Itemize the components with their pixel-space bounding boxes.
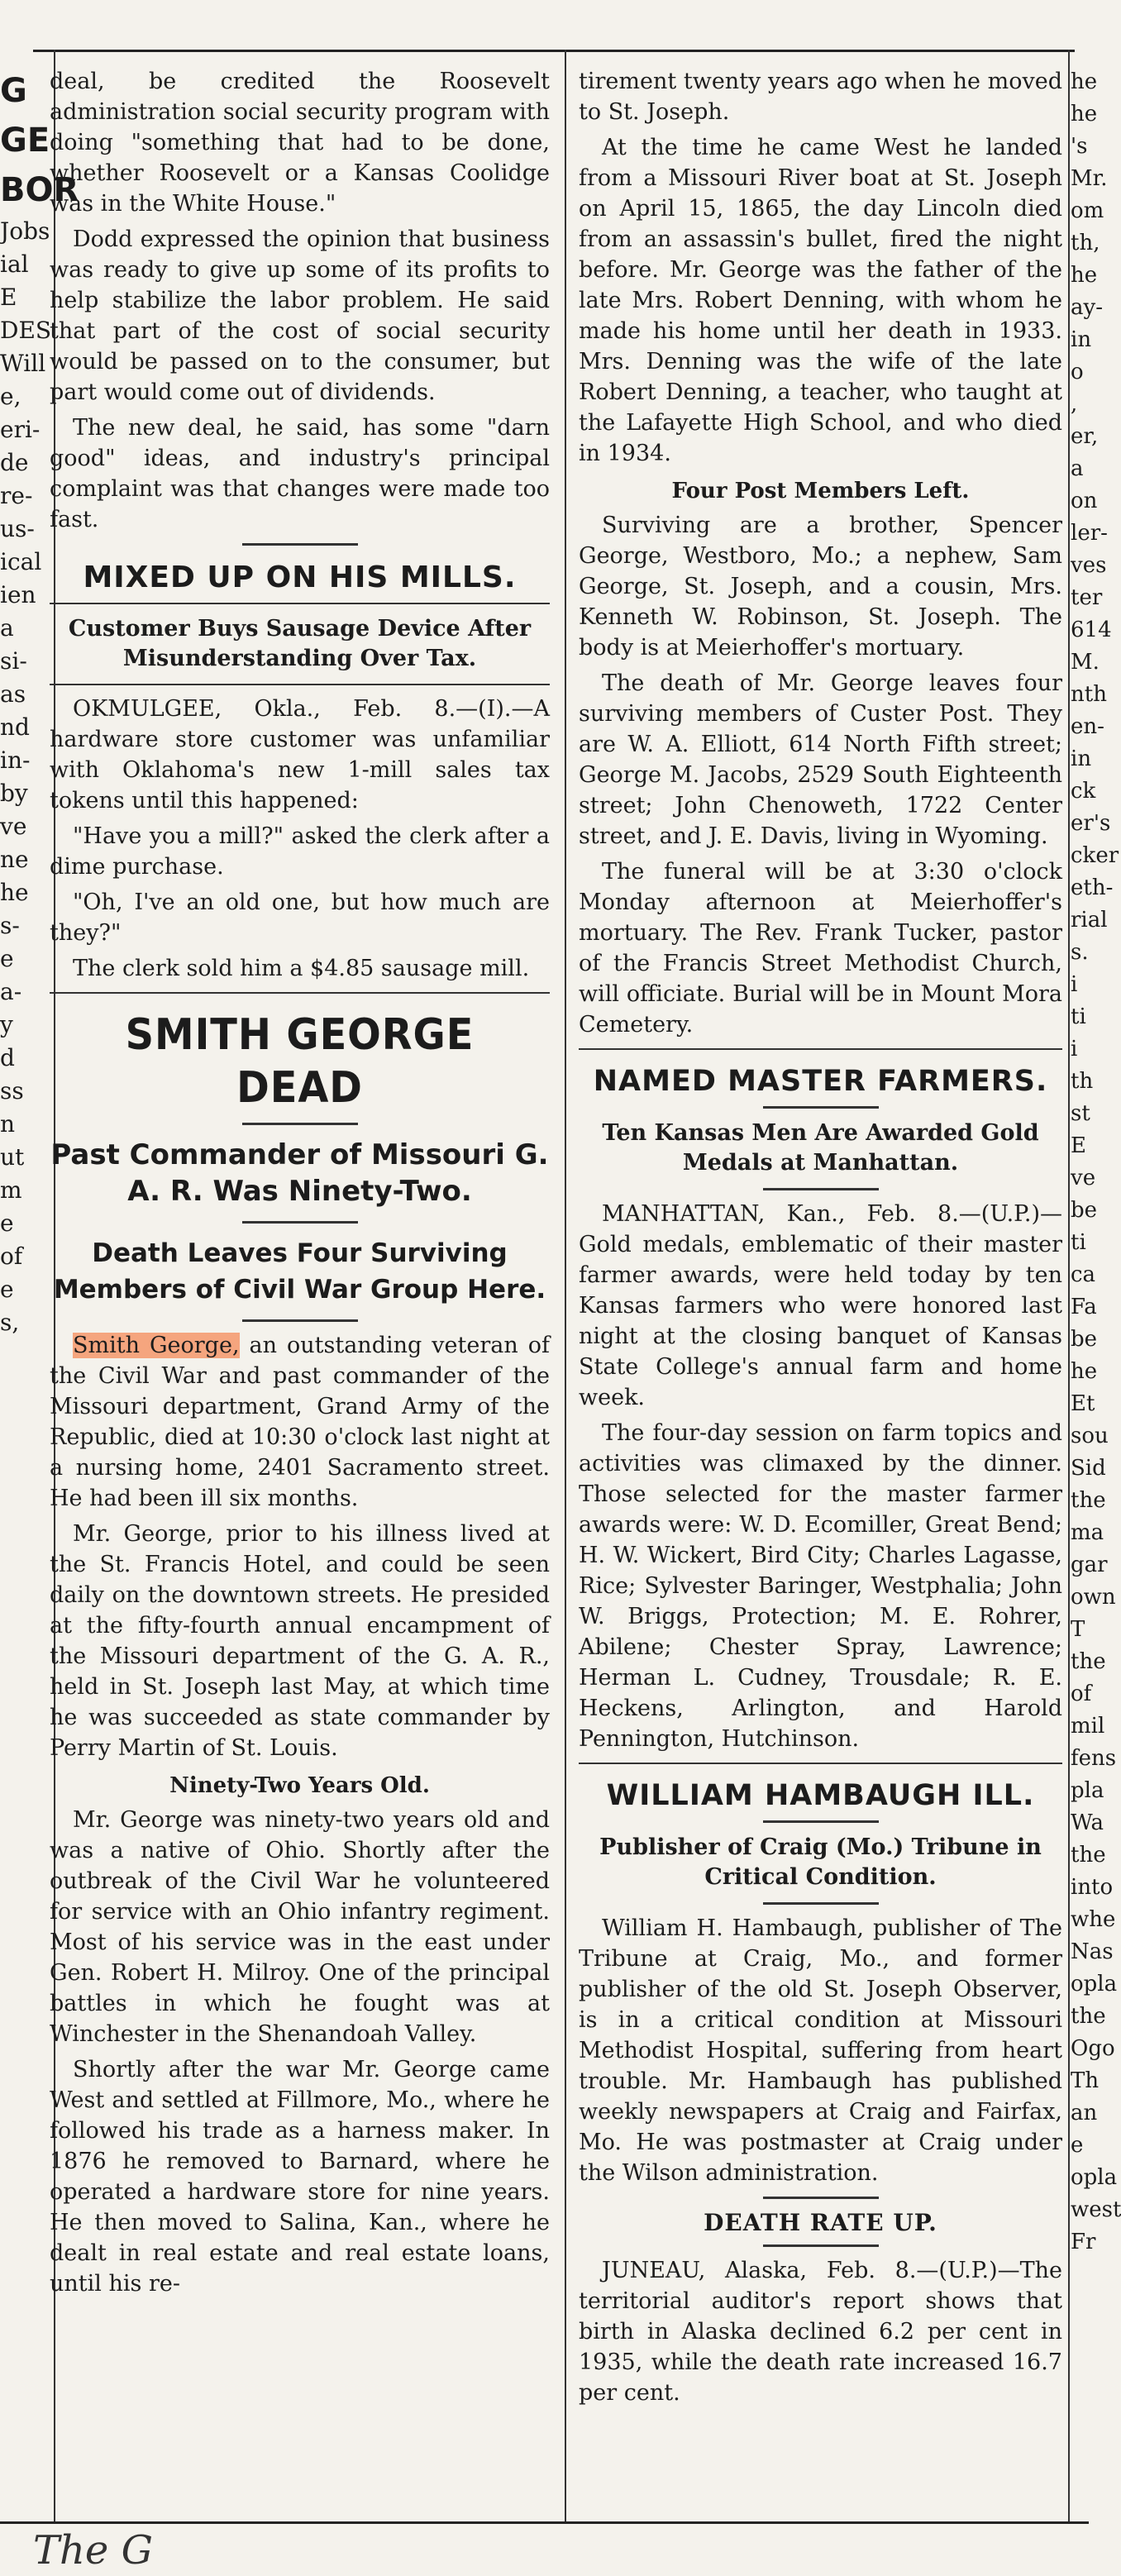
edge-fragment: ti (1071, 1230, 1086, 1255)
edge-fragment: into (1071, 1875, 1114, 1900)
divider (763, 2197, 879, 2199)
section-heading: Ninety-Two Years Old. (169, 1773, 430, 1798)
edge-fragment: gar (1071, 1553, 1108, 1577)
edge-fragment: e (0, 1276, 14, 1303)
highlighted-name: Smith George, (73, 1333, 240, 1358)
edge-fragment: om (1071, 198, 1104, 223)
divider (579, 1763, 1062, 1764)
edge-fragment: 's (1071, 134, 1088, 159)
edge-fragment: DES (0, 317, 52, 344)
edge-fragment: e (0, 1209, 14, 1237)
edge-fragment: nth (1071, 682, 1107, 707)
edge-fragment: whe (1071, 1907, 1116, 1932)
edge-fragment: pla (1071, 1778, 1104, 1803)
top-rule (33, 50, 1075, 52)
subhead-george-2: Death Leaves Four Surviving Members of Civil War Group Here. (53, 1238, 546, 1305)
edge-fragment: s- (0, 912, 20, 939)
edge-fragment: Ogo (1071, 2036, 1115, 2061)
edge-fragment: o (1071, 360, 1084, 384)
edge-fragment: a (1071, 456, 1084, 481)
article-paragraph (50, 1330, 550, 1514)
column-rule-middle (565, 50, 566, 2521)
edge-fragment: the (1071, 1649, 1106, 1674)
edge-fragment: cker (1071, 843, 1119, 868)
edge-fragment: eri- (0, 416, 41, 443)
edge-fragment: BOR (0, 171, 79, 209)
edge-fragment: as (0, 680, 26, 708)
edge-fragment: he (0, 879, 29, 906)
edge-fragment: e (0, 945, 14, 972)
article-paragraph: Shortly after the war Mr. George came West and settled at Fillmore, Mo., where he followed his trade as a harness maker. In 1876 he removed to Barnard, where he operated a hardware store for nine years. He then moved to Salina, Kan., where he dealt in real estate and real estate loans, until his re- (50, 2057, 550, 2297)
headline-hambaugh: WILLIAM HAMBAUGH ILL. (606, 1779, 1035, 1812)
article-paragraph: "Have you a mill?" asked the clerk after a dime purchase. (50, 823, 550, 880)
edge-fragment: e, (0, 383, 21, 410)
divider (242, 1123, 358, 1125)
edge-fragment: Nas (1071, 1939, 1114, 1964)
edge-fragment: us- (0, 515, 35, 542)
edge-fragment: ma (1071, 1520, 1104, 1545)
divider (579, 1048, 1062, 1050)
edge-fragment: Th (1071, 2068, 1100, 2093)
article-paragraph: JUNEAU, Alaska, Feb. 8.—(U.P.)—The territorial auditor's report shows that birth in Alaska declined 6.2 per cent in 1935, while the death rate increased 16.7 per cent. (579, 2258, 1062, 2406)
headline-farmers: NAMED MASTER FARMERS. (593, 1065, 1048, 1098)
divider (50, 992, 550, 994)
subhead-mills: Customer Buys Sausage Device After Misunderstanding Over Tax. (68, 616, 532, 671)
article-paragraph: Mr. George, prior to his illness lived at the St. Francis Hotel, and could be seen daily on the downtown streets. He presided at the fifty-fourth annual encampment of the Missouri department of the G. A. R., held in St. Joseph last May, at which time he was succeeded as state commander by Perry Martin of St. Louis. (50, 1521, 550, 1761)
edge-fragment: ve (1071, 1166, 1096, 1190)
edge-fragment: ve (0, 813, 27, 840)
edge-fragment: ay- (1071, 295, 1103, 320)
edge-fragment: ti (1071, 1004, 1086, 1029)
edge-fragment: Mr. (1071, 166, 1108, 191)
edge-fragment: opla (1071, 2165, 1118, 2190)
article-paragraph: William H. Hambaugh, publisher of The Tribune at Craig, Mo., and former publisher of the old St. Joseph Observer, is in a critical condition at Missouri Methodist Hospital, suffering from heart trouble. Mr. Hambaugh has published weekly newspapers at Craig and Fairfax, Mo. He was postmaster at Craig under the Wilson administration. (579, 1915, 1062, 2186)
edge-fragment: rial (1071, 908, 1108, 933)
edge-fragment: fens (1071, 1746, 1117, 1771)
edge-fragment: of (1071, 1682, 1092, 1706)
divider (763, 1820, 879, 1823)
bottom-fragment: The G (33, 2527, 153, 2574)
subhead-george-1: Past Commander of Missouri G. A. R. Was Ninety-Two. (50, 1138, 549, 1208)
article-paragraph: "Oh, I've an old one, but how much are they?" (50, 890, 550, 946)
edge-fragment: m (0, 1176, 22, 1204)
edge-fragment: i (1071, 1037, 1078, 1061)
article-paragraph: Mr. George was ninety-two years old and was a native of Ohio. Shortly after the outbreak of the Civil War he volunteered for service with an Ohio infantry regiment. Most of his service was in the east under Gen. Robert H. Milroy. One of the principal battles in which he fought was at Winchester in the Shenandoah Valley. (50, 1807, 550, 2047)
edge-fragment: E (0, 284, 17, 311)
edge-fragment: ter (1071, 585, 1103, 610)
edge-fragment: Fa (1071, 1295, 1097, 1319)
edge-fragment: by (0, 780, 28, 807)
edge-fragment: s, (0, 1309, 20, 1336)
subhead-hambaugh: Publisher of Craig (Mo.) Tribune in Critical Condition. (599, 1834, 1042, 1890)
edge-fragment: ck (1071, 779, 1096, 804)
edge-fragment: in- (0, 747, 31, 774)
edge-fragment: ne (0, 846, 29, 873)
edge-fragment: d (0, 1044, 15, 1071)
article-paragraph: The new deal, he said, has some "darn good" ideas, and industry's principal complaint was that changes were made too fast. (50, 415, 550, 532)
edge-fragment: si- (0, 647, 27, 675)
edge-fragment: own (1071, 1585, 1116, 1610)
edge-fragment: M. (1071, 650, 1100, 675)
article-paragraph: deal, be credited the Roosevelt administration social security program with doing "something that had to be done, whether Roosevelt or a Kansas Coolidge was in the White House." (50, 69, 550, 217)
divider (763, 1188, 879, 1190)
article-paragraph: MANHATTAN, Kan., Feb. 8.—(U.P.)—Gold medals, emblematic of their master farmer awards, were held today by ten Kansas farmers who were honored last night at the closing banquet of Kansas State College's annual farm and home week. (579, 1201, 1062, 1410)
edge-fragment: Sid (1071, 1456, 1106, 1481)
headline-death-rate: DEATH RATE UP. (704, 2209, 937, 2236)
edge-fragment: Fr (1071, 2230, 1096, 2254)
divider (50, 603, 550, 604)
edge-fragment: of (0, 1243, 23, 1270)
edge-fragment: ves (1071, 553, 1107, 578)
edge-fragment: the (1071, 1488, 1106, 1513)
edge-fragment: nd (0, 713, 30, 741)
article-paragraph: The four-day session on farm topics and activities was climaxed by the dinner. Those selected for the master farmer awards were: W. D. Ecomiller, Great Bend; H. W. Wickert, Bird City; Charles Lagasse, Rice; Sylvester Baringer, Westphalia; John W. Briggs, Protection; M. E. Rohrer, Abilene; Chester Spray, Lawrence; Herman L. Cudney, Trousdale; R. E. Heckens, Arlington, and Harold Pennington, Hutchinson. (579, 1420, 1062, 1752)
edge-fragment: ler- (1071, 521, 1108, 546)
edge-fragment: opla (1071, 1972, 1118, 1996)
edge-fragment: the (1071, 1843, 1106, 1868)
edge-fragment: de (0, 449, 29, 476)
section-heading: Four Post Members Left. (671, 479, 970, 503)
edge-fragment: an e (1071, 2101, 1098, 2158)
article-paragraph: At the time he came West he landed from a Missouri River boat at St. Joseph on April 15, 1865, the day Lincoln died from an assassin's bullet, fired the night before. Mr. George was the father of the late Mrs. Robert Denning, with whom he made his home until her death in 1933. Mrs. Denning was the wife of the late Robert Denning, a teacher, who taught at the Lafayette High School, and who died in 1934. (579, 135, 1062, 466)
edge-fragment: ca (1071, 1262, 1096, 1287)
column-one (50, 66, 550, 2304)
edge-fragment: en- (1071, 714, 1104, 739)
edge-fragment: he (1071, 69, 1098, 94)
divider (50, 684, 550, 685)
bottom-strip (0, 2521, 1089, 2576)
edge-fragment: ial (0, 250, 29, 278)
edge-fragment: he (1071, 263, 1098, 288)
edge-fragment: 614 (1071, 618, 1112, 642)
edge-fragment: re- (0, 482, 33, 509)
edge-fragment: eth- (1071, 875, 1114, 900)
article-paragraph: The funeral will be at 3:30 o'clock Monday afternoon at Meierhoffer's mortuary. The Rev. Frank Tucker, pastor of the Francis Street Methodist Church, will officiate. Burial will be in Mount Mora Cemetery. (579, 859, 1062, 1038)
edge-fragment: the (1071, 2004, 1106, 2029)
edge-fragment: he (1071, 102, 1098, 126)
edge-fragment: y (0, 1011, 13, 1038)
edge-fragment: , (1071, 392, 1078, 417)
article-paragraph: tirement twenty years ago when he moved to St. Joseph. (579, 69, 1062, 125)
edge-fragment: E (1071, 1133, 1086, 1158)
edge-fragment: a (0, 614, 14, 642)
edge-fragment: Et (1071, 1391, 1095, 1416)
edge-fragment: ss (0, 1077, 24, 1104)
paragraph-text: an outstanding veteran of the Civil War and past commander of the Missouri department, Grand Army of the Republic, died at 10:30 o'clock last night at a nursing home, 2401 Sacramento street. He had been ill six months. (50, 1333, 550, 1511)
edge-fragment: th (1071, 1069, 1094, 1094)
divider (242, 1319, 358, 1322)
edge-fragment: er, (1071, 424, 1099, 449)
edge-fragment: th, (1071, 231, 1100, 255)
edge-fragment: er's (1071, 811, 1111, 836)
headline-mills: MIXED UP ON HIS MILLS. (83, 561, 517, 594)
edge-fragment: sou (1071, 1424, 1109, 1448)
article-paragraph: The death of Mr. George leaves four surviving members of Custer Post. They are W. A. Elliott, 614 North Fifth street; George M. Jacobs, 2529 South Eighteenth street; John Chenoweth, 1722 Center street, and J. E. Davis, living in Wyoming. (579, 670, 1062, 849)
right-edge-column (1071, 66, 1121, 2259)
edge-fragment: in (1071, 327, 1092, 352)
article-paragraph: Dodd expressed the opinion that business was ready to give up some of its profits to help stabilize the labor problem. He said that part of the cost of social security would be passed on to the consumer, but part would come out of dividends. (50, 227, 550, 405)
edge-fragment: Jobs (0, 217, 50, 245)
edge-fragment: st (1071, 1101, 1090, 1126)
edge-fragment: s. (1071, 940, 1089, 965)
edge-fragment: ien (0, 581, 36, 608)
edge-fragment: be (1071, 1198, 1098, 1223)
divider (763, 2244, 879, 2247)
headline-george: SMITH GEORGE DEAD (125, 1010, 475, 1113)
column-two (579, 66, 1062, 2413)
divider (242, 543, 358, 546)
divider (763, 1106, 879, 1109)
article-paragraph: The clerk sold him a $4.85 sausage mill. (73, 956, 530, 981)
edge-fragment: be (1071, 1327, 1098, 1352)
article-paragraph: OKMULGEE, Okla., Feb. 8.—(I).—A hardware store customer was unfamiliar with Oklahoma's new 1-mill sales tax tokens until this happened: (50, 696, 550, 813)
edge-fragment: mil (1071, 1714, 1105, 1739)
column-rule-right (1068, 50, 1070, 2521)
divider (242, 1221, 358, 1224)
edge-fragment: Wa (1071, 1810, 1104, 1835)
edge-fragment: G (0, 72, 27, 110)
edge-fragment: n (0, 1110, 16, 1138)
edge-fragment: Will (0, 350, 46, 377)
subhead-farmers: Ten Kansas Men Are Awarded Gold Medals at Manhattan. (602, 1120, 1039, 1176)
edge-fragment: west (1071, 2197, 1121, 2222)
edge-fragment: a- (0, 978, 22, 1005)
divider (763, 1902, 879, 1905)
edge-fragment: on (1071, 489, 1098, 513)
edge-fragment: in (1071, 747, 1092, 771)
edge-fragment: ut (0, 1143, 25, 1171)
edge-fragment: T (1071, 1617, 1085, 1642)
edge-fragment: GE (0, 122, 50, 160)
edge-fragment: i (1071, 972, 1078, 997)
edge-fragment: he (1071, 1359, 1098, 1384)
edge-fragment: ical (0, 548, 42, 575)
article-paragraph: Surviving are a brother, Spencer George, Westboro, Mo.; a nephew, Sam George, St. Joseph, and a cousin, Mrs. Kenneth W. Robinson, St. Joseph. The body is at Meierhoffer's mortuary. (579, 513, 1062, 661)
